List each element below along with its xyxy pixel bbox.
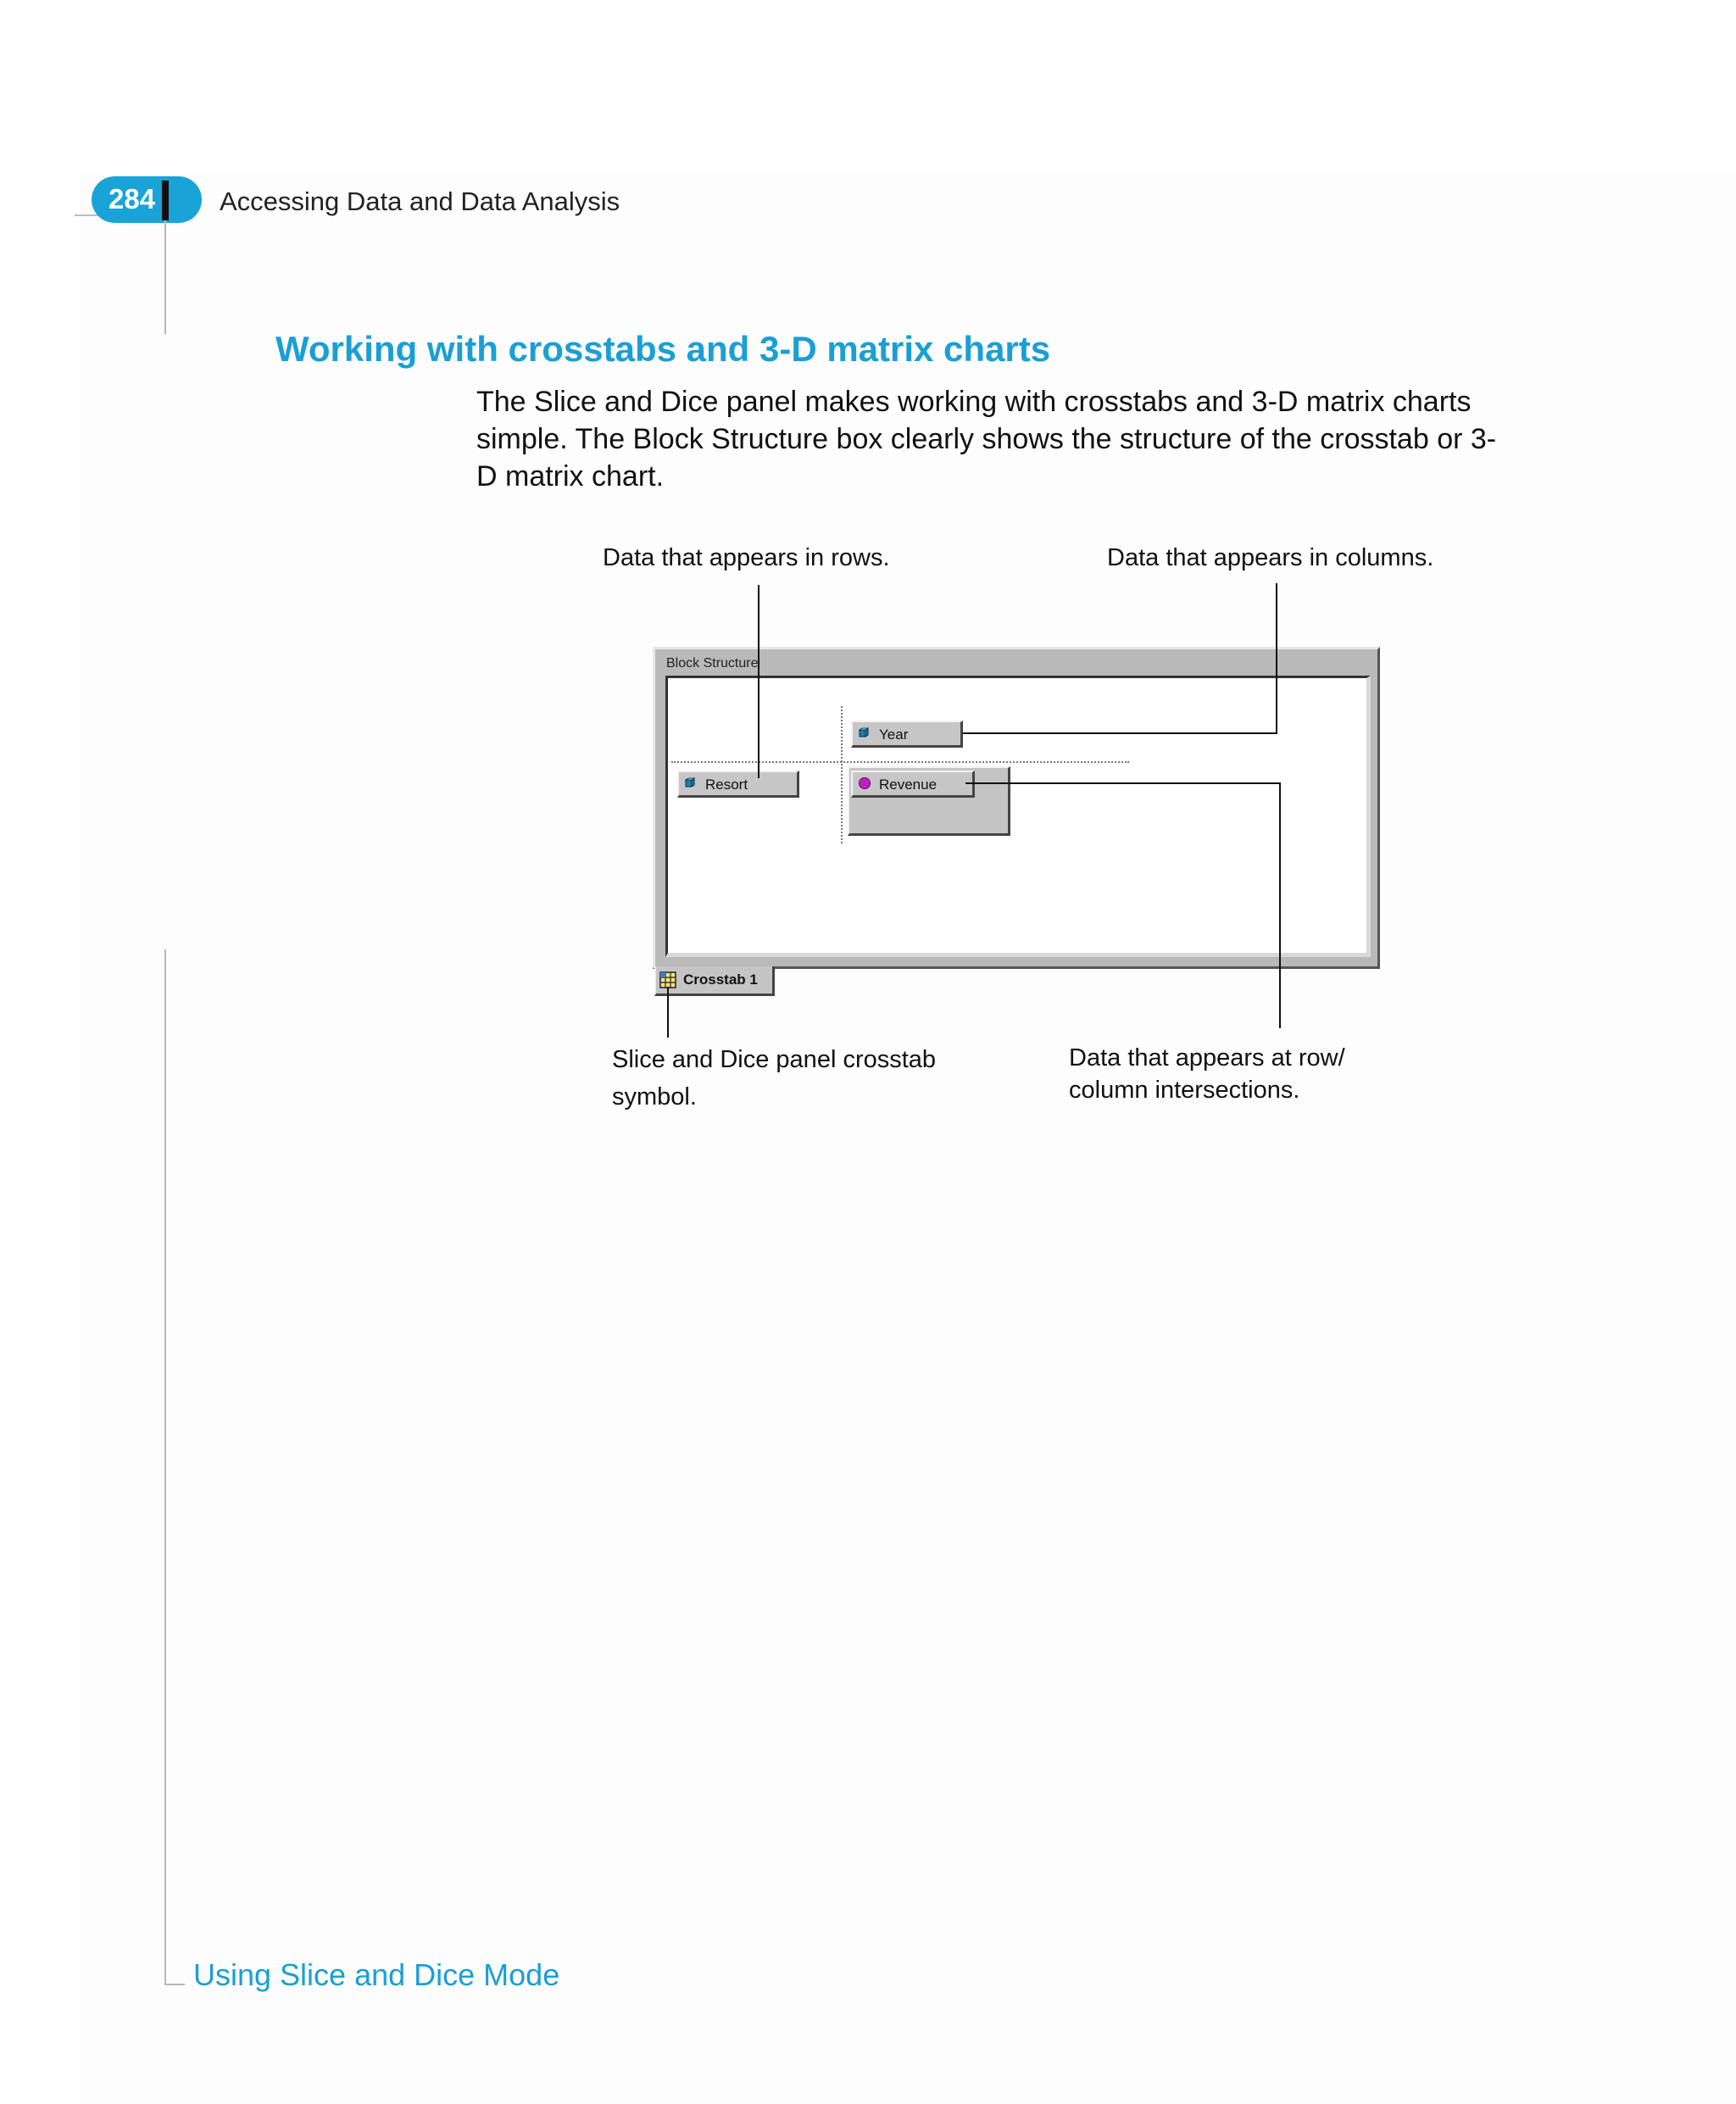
chapter-title: Using Slice and Dice Mode [193, 1957, 560, 1992]
page-number: 284 [108, 183, 156, 214]
callout-columns: Data that appears in columns. [1107, 544, 1434, 571]
margin-rule-top [164, 220, 166, 334]
row-divider [671, 761, 1129, 763]
body-line: D matrix chart. [476, 460, 665, 493]
cube-icon [859, 727, 869, 738]
callout-symbol-line: symbol. [612, 1083, 697, 1110]
revenue-chip-label: Revenue [879, 776, 938, 793]
callout-symbol-line: Slice and Dice panel crosstab [612, 1046, 937, 1073]
crosstab-tab-label: Crosstab 1 [683, 971, 758, 988]
callout-intersections-line: Data that appears at row/ [1069, 1044, 1345, 1071]
body-paragraph [476, 383, 1578, 495]
block-structure-canvas [665, 676, 1371, 957]
body-line: The Slice and Dice panel makes working with crosstabs and 3-D matrix charts [476, 386, 1472, 418]
crosstab-icon [659, 971, 676, 988]
leader-intersections-horizontal [965, 782, 1281, 784]
leader-columns-vertical [1276, 583, 1277, 734]
footer-tick [164, 1984, 185, 1985]
leader-symbol [667, 987, 669, 1038]
year-chip-label: Year [879, 726, 909, 743]
body-line: simple. The Block Structure box clearly shows the structure of the crosstab or 3- [476, 423, 1497, 455]
callout-intersections [1069, 1042, 1345, 1106]
section-heading: Working with crosstabs and 3-D matrix charts [275, 329, 1051, 369]
callout-intersections-line: column intersections. [1069, 1077, 1300, 1104]
margin-rule-bottom [164, 949, 166, 1985]
callout-rows: Data that appears in rows. [603, 544, 890, 571]
leader-columns-horizontal [963, 732, 1277, 734]
measure-dot-icon [859, 777, 871, 789]
callout-symbol [612, 1043, 936, 1114]
running-title: Accessing Data and Data Analysis [220, 186, 620, 216]
resort-chip-label: Resort [705, 776, 748, 793]
page-number-bar [162, 181, 169, 220]
leader-rows [758, 585, 760, 778]
column-divider [841, 706, 843, 843]
leader-intersections-vertical [1279, 782, 1281, 1028]
block-structure-title: Block Structure [666, 656, 759, 671]
cube-icon [685, 777, 695, 788]
